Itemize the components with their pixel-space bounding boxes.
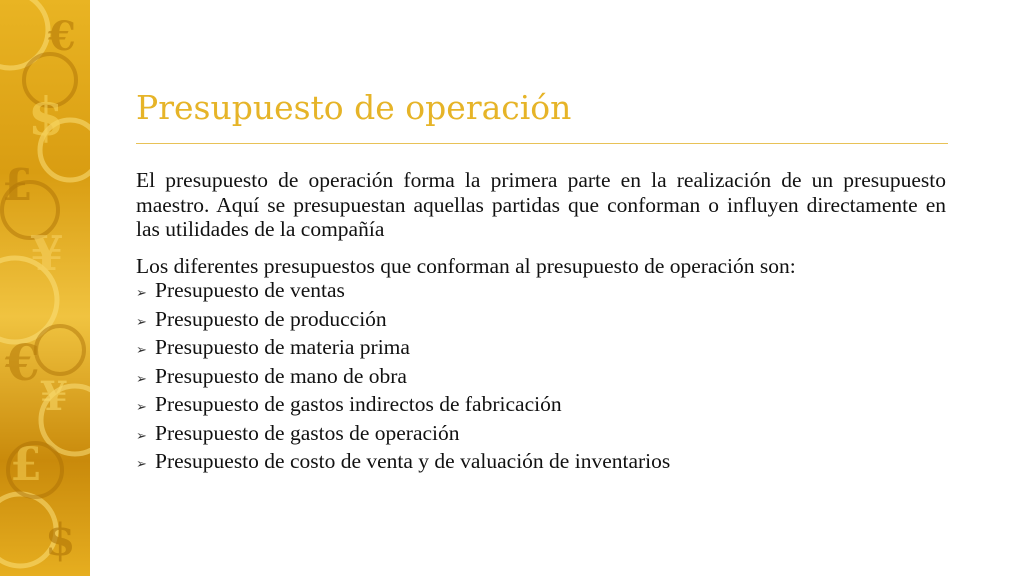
slide-body [136, 168, 946, 478]
list-item [136, 278, 946, 307]
intro-paragraph: El presupuesto de operación forma la primera parte en la realización de un presupuesto maestro. Aquí se presupuestan aquellas partidas que conforman o influyen directamente en las utilidades de la compañía [136, 168, 946, 241]
arrowhead-bullet-icon: ➢ [136, 457, 147, 472]
list-item-label: Presupuesto de costo de venta y de valuación de inventarios [155, 449, 671, 473]
svg-text:£: £ [10, 437, 43, 491]
list-item [136, 335, 946, 364]
arrowhead-bullet-icon: ➢ [136, 400, 147, 415]
list-item-label: Presupuesto de mano de obra [155, 363, 407, 388]
list-item-label: Presupuesto de gastos de operación [155, 420, 460, 445]
arrowhead-bullet-icon: ➢ [136, 286, 147, 301]
arrowhead-bullet-icon: ➢ [136, 314, 147, 330]
list-item-label: Presupuesto de gastos indirectos de fabricación [155, 392, 562, 416]
gold-currency-symbols-image [0, 0, 90, 576]
slide-title: Presupuesto de operación [136, 88, 572, 127]
list-intro-paragraph: Los diferentes presupuestos que conforman al presupuesto de operación son: [136, 253, 796, 278]
list-item [136, 449, 946, 478]
svg-text:$: $ [28, 87, 65, 148]
svg-text:¥: ¥ [40, 373, 68, 420]
list-item [136, 364, 946, 393]
list-item-label: Presupuesto de materia prima [155, 335, 410, 359]
currency-pattern-graphic [0, 0, 90, 576]
list-item [136, 307, 946, 336]
title-divider [136, 143, 948, 144]
arrowhead-bullet-icon: ➢ [136, 428, 147, 444]
svg-text:¥: ¥ [30, 226, 64, 282]
svg-text:€: € [48, 13, 76, 60]
svg-text:£: £ [2, 160, 33, 211]
list-item-label: Presupuesto de producción [155, 306, 387, 331]
list-item [136, 392, 946, 421]
arrowhead-bullet-icon: ➢ [136, 343, 147, 358]
list-item [136, 421, 946, 450]
svg-text:$: $ [45, 515, 76, 566]
svg-text:€: € [5, 333, 40, 392]
list-item-label: Presupuesto de ventas [155, 278, 345, 302]
budget-list [136, 278, 946, 478]
arrowhead-bullet-icon: ➢ [136, 371, 147, 387]
